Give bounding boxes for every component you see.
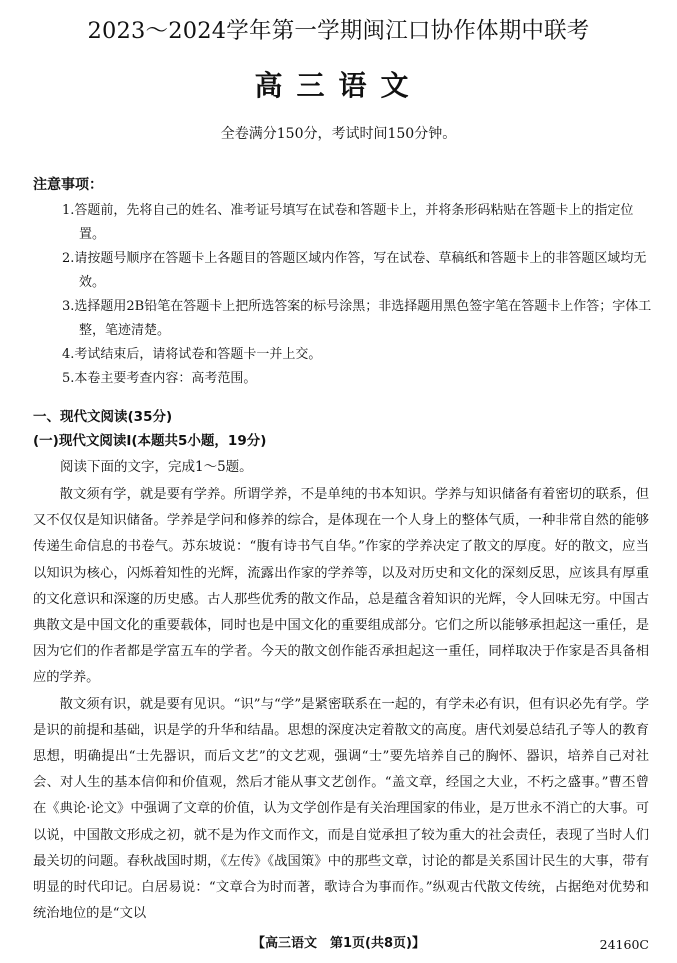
notice-item: 1.答题前，先将自己的姓名、准考证号填写在试卷和答题卡上，并将条形码粘贴在答题卡上的指定位置。 bbox=[62, 203, 634, 242]
notice-list bbox=[62, 199, 652, 391]
notice-item: 4.考试结束后，请将试卷和答题卡一并上交。 bbox=[62, 347, 322, 362]
notice-heading: 注意事项： bbox=[33, 177, 103, 193]
exam-title: 2023～2024学年第一学期闽江口协作体期中联考 bbox=[87, 18, 590, 44]
reading-passage bbox=[33, 482, 649, 927]
passage-paragraph: 散文须有学，就是要有学养。所谓学养，不是单纯的书本知识。学养与知识储备有着密切的联系，但又不仅仅是知识储备。学养是学问和修养的综合，是体现在一个人身上的整体气质，一种非常自然的能够传递生命信息的书卷气。苏东坡说：“腹有诗书气自华。”作家的学养决定了散文的厚度。好的散文，应当以知识为核心，闪烁着知性的光辉，流露出作家的学养等，以及对历史和文化的深刻反思，应该具有厚重的文化意识和深邃的历史感。古人那些优秀的散文作品，总是蕴含着知识的光辉，令人回味无穷。中国古典散文是中国文化的重要载体，同时也是中国文化的重要组成部分。它们之所以能够承担起这一重任，是因为它们的作者都是学富五车的学者。今天的散文创作能否承担起这一重任，同样取决于作家是否具备相应的学养。 bbox=[33, 487, 649, 686]
exam-info: 全卷满分150分，考试时间150分钟。 bbox=[220, 126, 457, 142]
notice-item: 2.请按题号顺序在答题卡上各题目的答题区域内作答，写在试卷、草稿纸和答题卡上的非答题区域均无效。 bbox=[62, 251, 647, 290]
section-heading: 一、现代文阅读(35分) bbox=[33, 409, 173, 425]
notice-item: 5.本卷主要考查内容：高考范围。 bbox=[62, 371, 257, 386]
subsection-heading: (一)现代文阅读Ⅰ(本题共5小题，19分) bbox=[33, 433, 267, 449]
subject-title: 高三语文 bbox=[254, 69, 423, 102]
passage-paragraph: 散文须有识，就是要有见识。“识”与“学”是紧密联系在一起的，有学未必有识，但有识必先有学。学是识的前提和基础，识是学的升华和结晶。思想的深度决定着散文的高度。唐代刘晏总结孔子等人的教育思想，明确提出“士先器识，而后文艺”的文艺观，强调“士”要先培养自己的胸怀、器识，培养自己对社会、对人生的基本信仰和价值观，然后才能从事文艺创作。“盖文章，经国之大业，不朽之盛事。”曹丕曾在《典论·论文》中强调了文章的价值，认为文学创作是有关治理国家的伟业，是万世永不消亡的大事。可以说，中国散文形成之初，就不是为作文而作文，而是自觉承担了较为重大的社会责任，表现了当时人们最关切的问题。春秋战国时期，《左传》《战国策》中的那些文章，讨论的都是关系国计民生的大事，带有明显的时代印记。白居易说：“文章合为时而著，歌诗合为事而作。”纵观古代散文传统，占据绝对优势和统治地位的是“文以 bbox=[33, 696, 649, 922]
paper-code: 24160C bbox=[599, 937, 649, 952]
page-footer-label: 【高三语文 第1页(共8页)】 bbox=[252, 936, 425, 951]
notice-item: 3.选择题用2B铅笔在答题卡上把所选答案的标号涂黑；非选择题用黑色签字笔在答题卡上作答；字体工整，笔迹清楚。 bbox=[62, 299, 652, 338]
reading-instruction: 阅读下面的文字，完成1～5题。 bbox=[60, 459, 253, 475]
